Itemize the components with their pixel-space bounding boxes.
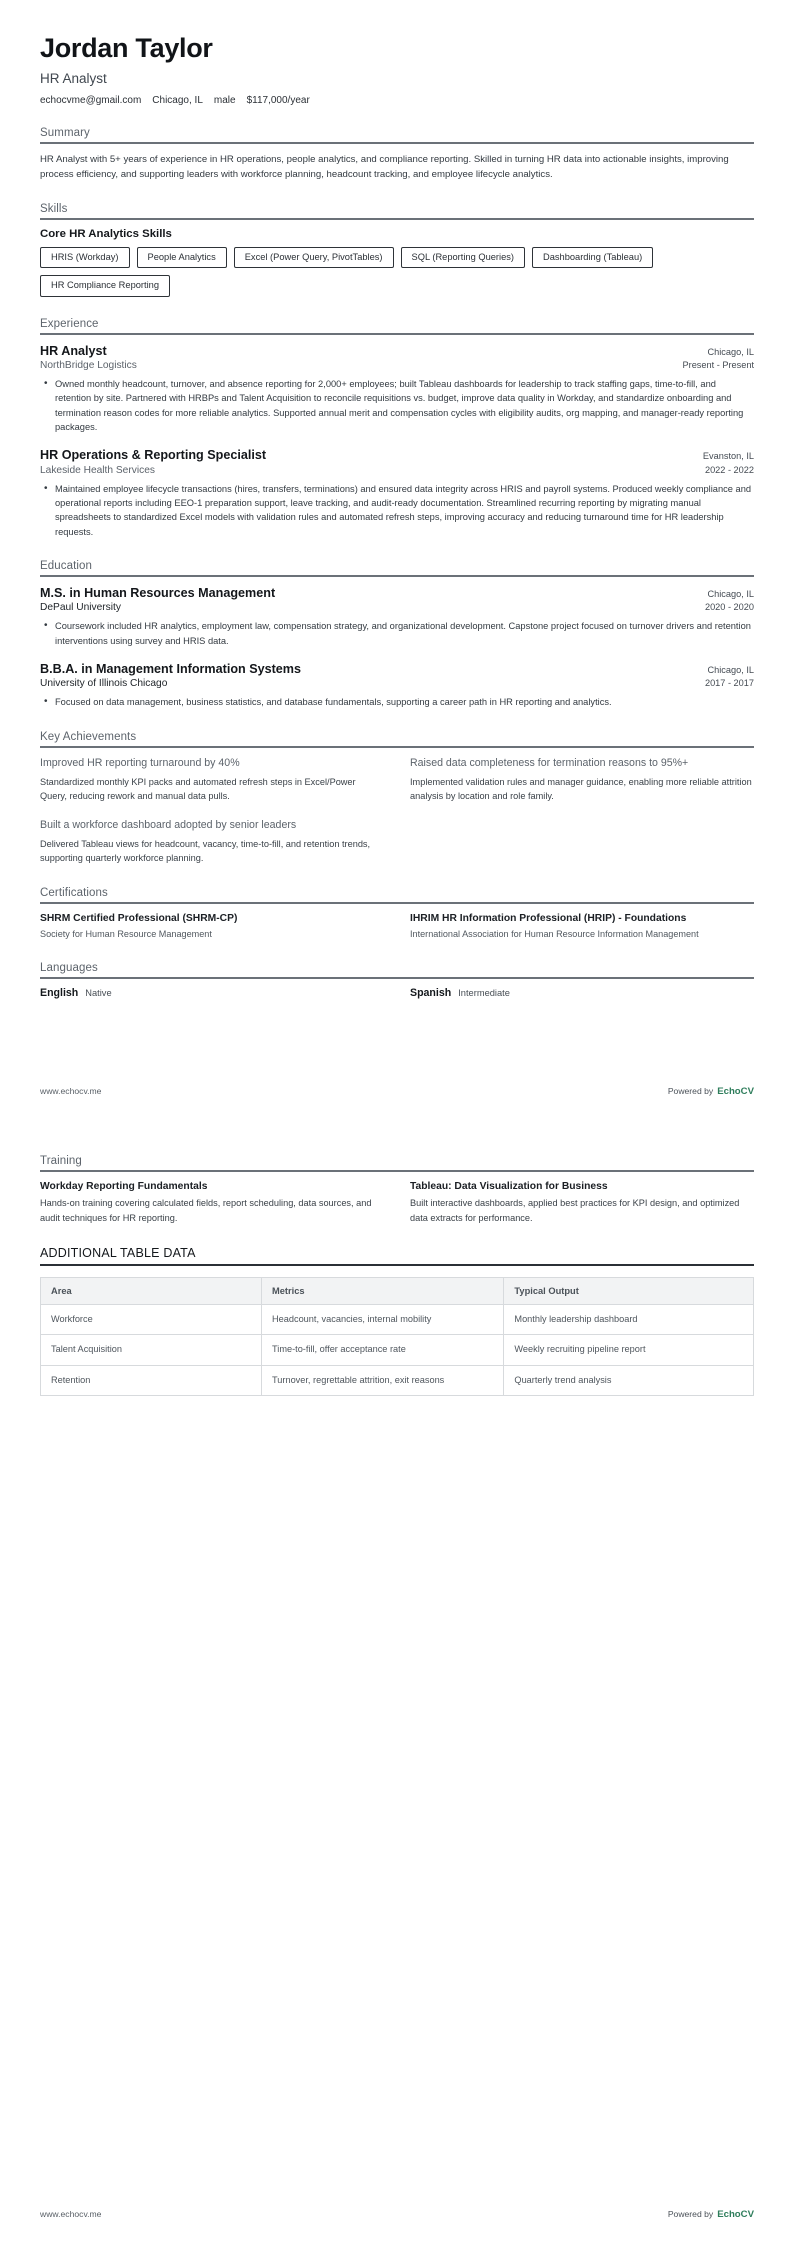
certification-name: SHRM Certified Professional (SHRM-CP) — [40, 912, 238, 924]
training-name: Workday Reporting Fundamentals — [40, 1181, 208, 1192]
additional-data-table — [40, 1277, 754, 1396]
section-title-experience: Experience — [40, 317, 99, 330]
education-bullet-list — [40, 619, 754, 648]
education-entry — [40, 585, 754, 648]
table-cell: Quarterly trend analysis — [504, 1365, 754, 1395]
company-name: Lakeside Health Services — [40, 464, 155, 476]
training-description: Built interactive dashboards, applied best practices for KPI design, and optimized data extracts for performance. — [410, 1198, 740, 1223]
echocv-brand-logo: EchoCV — [717, 1086, 754, 1097]
job-title: HR Analyst — [40, 343, 107, 358]
echocv-brand-logo: EchoCV — [717, 2209, 754, 2220]
footer-powered-label: Powered by — [667, 2209, 714, 2219]
skill-chip-list — [40, 247, 754, 297]
footer-site-url[interactable]: www.echocv.me — [40, 1086, 102, 1096]
language-grid — [40, 987, 754, 999]
section-divider — [40, 218, 754, 220]
degree-title: B.B.A. in Management Information Systems — [40, 662, 302, 677]
training-description: Hands-on training covering calculated fields, report scheduling, data sources, and audit techniques for HR reporting. — [40, 1198, 372, 1223]
contact-line — [40, 95, 754, 106]
table-header-row — [41, 1277, 754, 1304]
certification-issuer: Society for Human Resource Management — [40, 929, 212, 940]
section-summary — [40, 127, 754, 182]
contact-email: echocvme@gmail.com — [40, 94, 142, 106]
table-row — [41, 1304, 754, 1334]
section-title-education: Education — [40, 560, 93, 573]
candidate-headline: HR Analyst — [40, 70, 107, 86]
page-footer — [40, 2209, 754, 2220]
school-dates: 2020 - 2020 — [704, 602, 754, 613]
company-name: NorthBridge Logistics — [40, 359, 137, 371]
education-entry-subheader — [40, 677, 754, 692]
school-dates: 2017 - 2017 — [704, 678, 754, 689]
section-title-training: Training — [40, 1155, 82, 1167]
section-divider — [40, 1170, 754, 1172]
education-entry-subheader — [40, 601, 754, 616]
experience-entry-header — [40, 343, 754, 359]
skill-chip: People Analytics — [137, 247, 227, 268]
experience-entry-subheader — [40, 359, 754, 374]
section-divider — [40, 902, 754, 904]
job-location: Evanston, IL — [702, 451, 754, 462]
section-certifications — [40, 887, 754, 942]
contact-location: Chicago, IL — [152, 94, 203, 106]
skill-chip: HRIS (Workday) — [40, 247, 130, 268]
skill-chip: Excel (Power Query, PivotTables) — [234, 247, 394, 268]
table-cell: Headcount, vacancies, internal mobility — [262, 1304, 504, 1334]
education-bullet: • Coursework included HR analytics, employment law, compensation strategy, and organizational development. Capstone project focused on turnover drivers and retention interventions using survey and HRIS data. — [53, 619, 754, 648]
section-title-certifications: Certifications — [40, 886, 108, 899]
table-row — [41, 1365, 754, 1395]
job-title: HR Operations & Reporting Specialist — [40, 448, 267, 463]
achievement-grid — [40, 756, 754, 866]
education-bullet: • Focused on data management, business statistics, and database fundamentals, supporting a career path in HR reporting and analytics. — [53, 695, 754, 709]
footer-site-url[interactable]: www.echocv.me — [40, 2209, 102, 2219]
footer-powered-label: Powered by — [667, 1086, 714, 1096]
language-item — [410, 987, 754, 999]
achievement-description: Implemented validation rules and manager guidance, enabling more reliable attrition analysis by location and role family. — [410, 776, 752, 801]
training-item — [410, 1180, 754, 1225]
school-location: Chicago, IL — [707, 589, 754, 600]
job-bullet: • Owned monthly headcount, turnover, and absence reporting for 2,000+ employees; built Tableau dashboards for leadership to track staffing gaps, time-to-fill, and retention by site. Partnered with HRBPs and Talent Acquisition to reconcile requisitions vs. budget, improve data quality in Workday, and standardize onboarding and termination reason codes for more reliable analytics. Supported annual merit and compensation cycles with eligibility audits, org mapping, and manager-ready reporting packages. — [53, 377, 754, 435]
job-dates: Present - Present — [682, 359, 754, 370]
section-experience — [40, 318, 754, 540]
section-title-skills: Skills — [40, 203, 68, 215]
section-languages — [40, 962, 754, 999]
skill-group-title: Core HR Analytics Skills — [40, 228, 172, 240]
resume-header — [40, 34, 754, 106]
table-cell: Workforce — [41, 1304, 262, 1334]
job-bullet-list — [40, 482, 754, 540]
achievement-item — [410, 756, 754, 804]
achievement-item — [40, 756, 384, 804]
section-divider — [40, 333, 754, 335]
section-title-achievements: Key Achievements — [40, 730, 137, 743]
footer-brand — [668, 1086, 754, 1097]
additional-table-title: ADDITIONAL TABLE DATA — [40, 1245, 196, 1260]
section-title-summary: Summary — [40, 126, 90, 139]
contact-salary: $117,000/year — [246, 94, 310, 106]
footer-brand — [668, 2209, 754, 2220]
training-grid — [40, 1180, 754, 1225]
table-column-header: Metrics — [262, 1277, 504, 1304]
section-education — [40, 560, 754, 710]
skill-chip: Dashboarding (Tableau) — [532, 247, 653, 268]
table-cell: Monthly leadership dashboard — [504, 1304, 754, 1334]
section-divider — [40, 575, 754, 577]
experience-entry-subheader — [40, 464, 754, 479]
school-location: Chicago, IL — [707, 665, 754, 676]
section-key-achievements — [40, 731, 754, 866]
section-divider — [40, 977, 754, 979]
section-divider — [40, 142, 754, 144]
experience-entry — [40, 447, 754, 539]
experience-entry — [40, 343, 754, 435]
experience-entry-header — [40, 447, 754, 463]
achievement-description: Delivered Tableau views for headcount, vacancy, time-to-fill, and retention trends, supporting quarterly workforce planning. — [40, 839, 371, 864]
language-level: Intermediate — [458, 988, 510, 999]
achievement-title: Raised data completeness for termination reasons to 95%+ — [410, 756, 689, 769]
training-item — [40, 1180, 384, 1225]
table-cell: Talent Acquisition — [41, 1335, 262, 1365]
table-cell: Time-to-fill, offer acceptance rate — [262, 1335, 504, 1365]
section-title-languages: Languages — [40, 962, 98, 975]
candidate-name: Jordan Taylor — [40, 33, 213, 63]
section-divider — [40, 1264, 754, 1266]
section-additional-table — [40, 1246, 754, 1396]
skill-chip: HR Compliance Reporting — [40, 275, 170, 296]
table-cell: Turnover, regrettable attrition, exit reasons — [262, 1365, 504, 1395]
job-bullet: • Maintained employee lifecycle transactions (hires, transfers, terminations) and ensured data integrity across HRIS and payroll systems. Produced weekly compliance and operational reports including EEO-1 preparation support, leave tracking, and audit-ready documentation. Streamlined recurring reporting by migrating manual spreadsheets to standardized Excel models with validation rules and automated refresh steps, improving accuracy and reducing turnaround time for HR leadership requests. — [53, 482, 754, 540]
page-footer — [40, 1086, 754, 1097]
certification-issuer: International Association for Human Resource Information Management — [410, 929, 699, 940]
language-name: English — [40, 987, 79, 1000]
job-dates: 2022 - 2022 — [704, 464, 754, 475]
table-cell: Retention — [41, 1365, 262, 1395]
achievement-title: Built a workforce dashboard adopted by senior leaders — [40, 819, 297, 832]
achievement-title: Improved HR reporting turnaround by 40% — [40, 756, 240, 769]
degree-title: M.S. in Human Resources Management — [40, 586, 276, 601]
job-location: Chicago, IL — [707, 346, 754, 357]
contact-gender: male — [213, 94, 236, 106]
section-training — [40, 1155, 754, 1225]
job-bullet-list — [40, 377, 754, 435]
section-skills — [40, 203, 754, 297]
table-column-header: Area — [41, 1277, 262, 1304]
language-name: Spanish — [410, 987, 452, 1000]
section-divider — [40, 746, 754, 748]
table-column-header: Typical Output — [504, 1277, 754, 1304]
certification-item — [410, 912, 754, 942]
summary-text: HR Analyst with 5+ years of experience in HR operations, people analytics, and compliance reporting. Skilled in turning HR data into actionable insights, improving process efficiency, and supporting leaders with workforce planning, headcount tracking, and employee lifecycle analytics. — [40, 153, 729, 180]
education-entry-header — [40, 661, 754, 677]
achievement-item — [40, 818, 384, 866]
education-bullet-list — [40, 695, 754, 709]
skill-chip: SQL (Reporting Queries) — [401, 247, 525, 268]
certification-grid — [40, 912, 754, 942]
school-name: University of Illinois Chicago — [40, 678, 168, 690]
table-row — [41, 1335, 754, 1365]
education-entry-header — [40, 585, 754, 601]
certification-item — [40, 912, 384, 942]
achievement-description: Standardized monthly KPI packs and automated refresh steps in Excel/Power Query, reducing rework and manual data pulls. — [40, 776, 356, 801]
training-name: Tableau: Data Visualization for Business — [410, 1181, 608, 1192]
resume-page-2 — [0, 1123, 794, 2246]
language-level: Native — [85, 988, 112, 999]
certification-name: IHRIM HR Information Professional (HRIP) - Foundations — [410, 912, 687, 924]
education-entry — [40, 661, 754, 710]
table-cell: Weekly recruiting pipeline report — [504, 1335, 754, 1365]
school-name: DePaul University — [40, 602, 121, 614]
language-item — [40, 987, 384, 999]
